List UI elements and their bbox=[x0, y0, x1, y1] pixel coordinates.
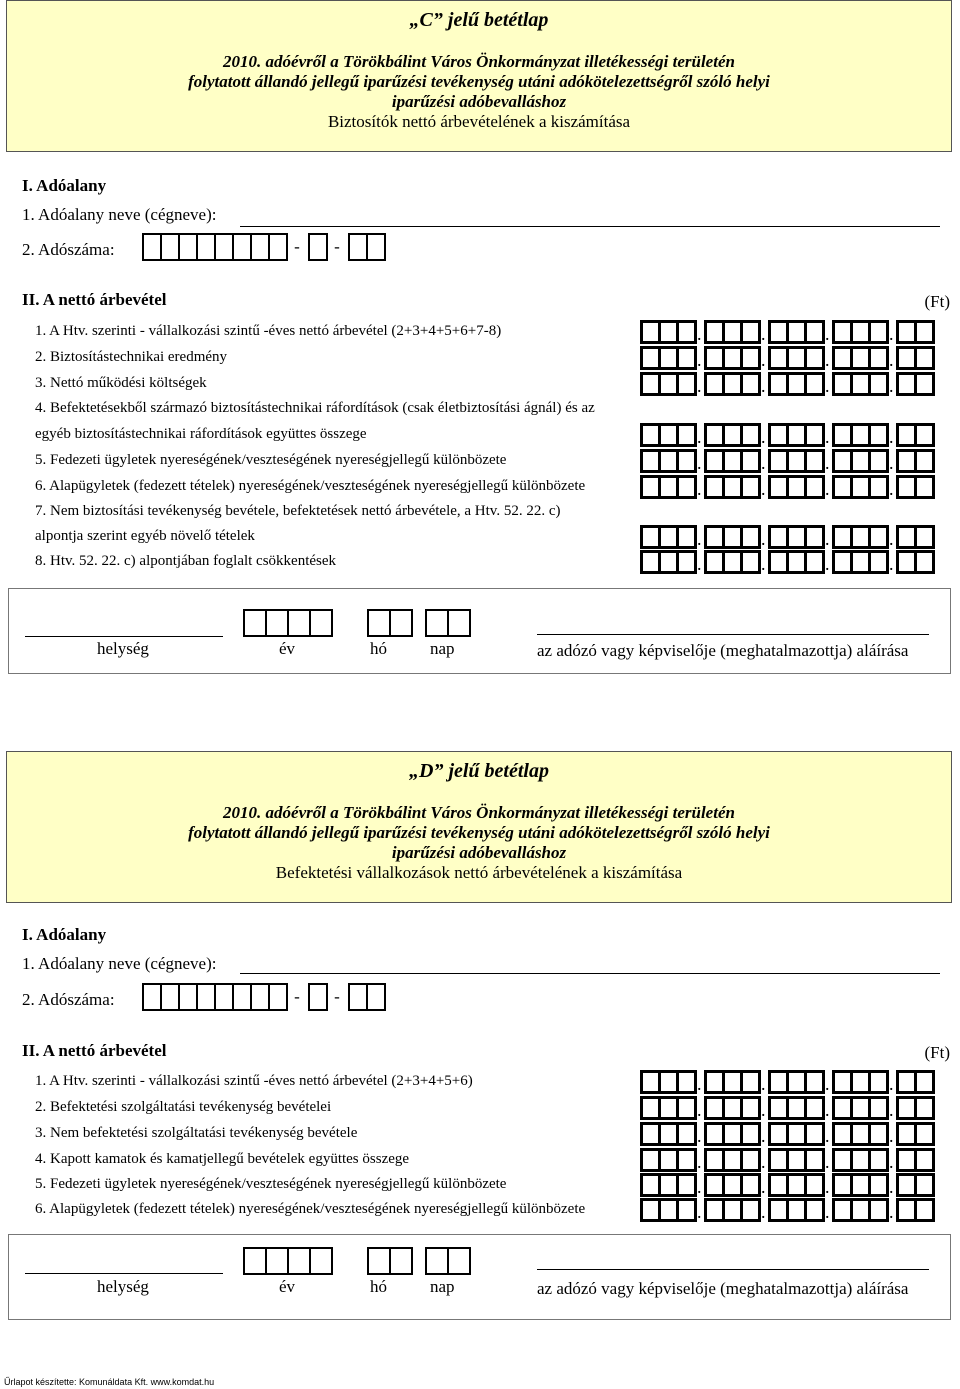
amount-field[interactable] bbox=[640, 1122, 932, 1146]
row-label: 6. Alapügyletek (fedezett tételek) nyereségének/veszteségének nyereségjellegű különbözete bbox=[35, 1201, 586, 1217]
place-field[interactable] bbox=[25, 1273, 223, 1274]
row-label: egyéb biztosítástechnikai ráfordítások együttes összege bbox=[35, 426, 367, 442]
row-label: 7. Nem biztosítási tevékenység bevétele, befektetések nettó árbevétele, a Htv. 52. 22. c) bbox=[35, 503, 561, 519]
sheet-c-taxno-label: 2. Adószáma: bbox=[22, 240, 115, 259]
sheet-d-subtitle: Befektetési vállalkozások nettó árbevételének a kiszámítása bbox=[275, 863, 683, 882]
sheet-d-section-subject: I. Adóalany bbox=[22, 925, 107, 944]
amount-field[interactable] bbox=[640, 1198, 932, 1222]
sheet-d-row-6 bbox=[22, 1198, 948, 1222]
row-label: 5. Fedezeti ügyletek nyereségének/veszteségének nyereségjellegű különbözete bbox=[35, 452, 507, 468]
year-field[interactable] bbox=[243, 1247, 331, 1275]
row-label: 2. Befektetési szolgáltatási tevékenység bevételei bbox=[35, 1099, 332, 1115]
signature-label: az adózó vagy képviselője (meghatalmazottja) aláírása bbox=[537, 1279, 909, 1298]
sheet-c-section-revenue: II. A nettó árbevétel bbox=[22, 290, 167, 309]
sheet-d-row-1 bbox=[22, 1070, 948, 1094]
row-label: 6. Alapügyletek (fedezett tételek) nyereségének/veszteségének nyereségjellegű különbözete bbox=[35, 478, 586, 494]
sheet-d-title: „D” jelű betétlap bbox=[409, 760, 549, 782]
sheet-c-row-3 bbox=[22, 372, 948, 396]
sheet-c-row-7 bbox=[22, 525, 948, 549]
year-label: év bbox=[279, 639, 296, 658]
sheet-d-intro-3: iparűzési adóbevalláshoz bbox=[391, 843, 567, 862]
sheet-c-row-4a bbox=[22, 397, 948, 421]
sheet-c-unit: (Ft) bbox=[924, 292, 950, 311]
month-label: hó bbox=[370, 639, 387, 658]
sheet-c-row-2 bbox=[22, 346, 948, 370]
sheet-d-name-label: 1. Adóalany neve (cégneve): bbox=[22, 954, 217, 973]
sheet-d-signature-block bbox=[8, 1234, 951, 1320]
row-label: 3. Nem befektetési szolgáltatási tevékenység bevétele bbox=[35, 1125, 358, 1141]
sheet-d-name-field[interactable] bbox=[240, 973, 940, 974]
sheet-c-header bbox=[6, 0, 952, 152]
sheet-c-section-subject: I. Adóalany bbox=[22, 176, 107, 195]
footer-credit: Űrlapot készítette: Komunáldata Kft. www.komdat.hu bbox=[4, 1377, 215, 1387]
sheet-d-intro-2: folytatott állandó jellegű iparűzési tevékenység utáni adókötelezettségről szóló helyi bbox=[188, 823, 770, 842]
amount-field[interactable] bbox=[640, 475, 932, 499]
sheet-d-row-5 bbox=[22, 1173, 948, 1197]
sheet-c-row-7a bbox=[22, 500, 948, 524]
month-field[interactable] bbox=[367, 1247, 411, 1275]
row-label: 4. Befektetésekből származó biztosítástechnikai ráfordítások (csak életbiztosítási ágnál) és az bbox=[35, 400, 595, 416]
year-label: év bbox=[279, 1277, 296, 1296]
sheet-d-header bbox=[6, 751, 952, 903]
sheet-c-row-5 bbox=[22, 449, 948, 473]
row-label: 4. Kapott kamatok és kamatjellegű bevételek együttes összege bbox=[35, 1151, 410, 1167]
sheet-c-name-label: 1. Adóalany neve (cégneve): bbox=[22, 205, 217, 224]
sheet-d-section-revenue: II. A nettó árbevétel bbox=[22, 1041, 167, 1060]
sheet-c-row-4 bbox=[22, 423, 948, 447]
signature-field[interactable] bbox=[537, 634, 929, 635]
day-field[interactable] bbox=[425, 609, 469, 637]
day-label: nap bbox=[430, 1277, 455, 1296]
sheet-c-intro-2: folytatott állandó jellegű iparűzési tevékenység utáni adókötelezettségről szóló helyi bbox=[188, 72, 770, 91]
place-label: helység bbox=[97, 639, 149, 658]
amount-field[interactable] bbox=[640, 1148, 932, 1172]
sheet-c-intro-3: iparűzési adóbevalláshoz bbox=[391, 92, 567, 111]
sheet-c-row-1 bbox=[22, 320, 948, 344]
sheet-c-intro-1: 2010. adóévről a Törökbálint Város Önkormányzat illetékességi területén bbox=[223, 52, 735, 71]
amount-field[interactable] bbox=[640, 550, 932, 574]
signature-label: az adózó vagy képviselője (meghatalmazottja) aláírása bbox=[537, 641, 909, 660]
amount-field[interactable] bbox=[640, 449, 932, 473]
amount-field[interactable] bbox=[640, 525, 932, 549]
sheet-c-row-8 bbox=[22, 550, 948, 574]
amount-field[interactable] bbox=[640, 320, 932, 344]
sheet-c-name-field[interactable] bbox=[240, 226, 940, 227]
amount-field[interactable] bbox=[640, 1173, 932, 1197]
sheet-d-row-3 bbox=[22, 1122, 948, 1146]
sheet-c-subtitle: Biztosítók nettó árbevételének a kiszámítása bbox=[327, 112, 631, 131]
row-label: 5. Fedezeti ügyletek nyereségének/veszteségének nyereségjellegű különbözete bbox=[35, 1176, 507, 1192]
place-label: helység bbox=[97, 1277, 149, 1296]
sheet-c-row-6 bbox=[22, 475, 948, 499]
signature-field[interactable] bbox=[537, 1269, 929, 1270]
month-label: hó bbox=[370, 1277, 387, 1296]
sheet-c-signature-block bbox=[8, 588, 951, 674]
sheet-c-title: „C” jelű betétlap bbox=[409, 9, 549, 31]
sheet-d-taxno-label: 2. Adószáma: bbox=[22, 990, 115, 1009]
sheet-d-row-4 bbox=[22, 1148, 948, 1172]
sheet-d-row-2 bbox=[22, 1096, 948, 1120]
amount-field[interactable] bbox=[640, 423, 932, 447]
day-label: nap bbox=[430, 639, 455, 658]
amount-field[interactable] bbox=[640, 1070, 932, 1094]
year-field[interactable] bbox=[243, 609, 331, 637]
place-field[interactable] bbox=[25, 636, 223, 637]
row-label: 3. Nettó működési költségek bbox=[35, 375, 207, 391]
row-label: 8. Htv. 52. 22. c) alpontjában foglalt csökkentések bbox=[35, 553, 337, 569]
amount-field[interactable] bbox=[640, 372, 932, 396]
row-label: 1. A Htv. szerinti - vállalkozási szintű -éves nettó árbevétel (2+3+4+5+6+7-8) bbox=[35, 323, 502, 339]
sheet-d-taxno-field[interactable]: - - bbox=[142, 983, 384, 1011]
month-field[interactable] bbox=[367, 609, 411, 637]
sheet-c-taxno-field[interactable]: - - bbox=[142, 233, 384, 261]
row-label: 2. Biztosítástechnikai eredmény bbox=[35, 349, 228, 365]
sheet-d-intro-1: 2010. adóévről a Törökbálint Város Önkormányzat illetékességi területén bbox=[223, 803, 735, 822]
row-label: alpontja szerint egyéb növelő tételek bbox=[35, 528, 255, 544]
sheet-d-unit: (Ft) bbox=[924, 1043, 950, 1062]
amount-field[interactable] bbox=[640, 346, 932, 370]
day-field[interactable] bbox=[425, 1247, 469, 1275]
amount-field[interactable] bbox=[640, 1096, 932, 1120]
row-label: 1. A Htv. szerinti - vállalkozási szintű -éves nettó árbevétel (2+3+4+5+6) bbox=[35, 1073, 473, 1089]
